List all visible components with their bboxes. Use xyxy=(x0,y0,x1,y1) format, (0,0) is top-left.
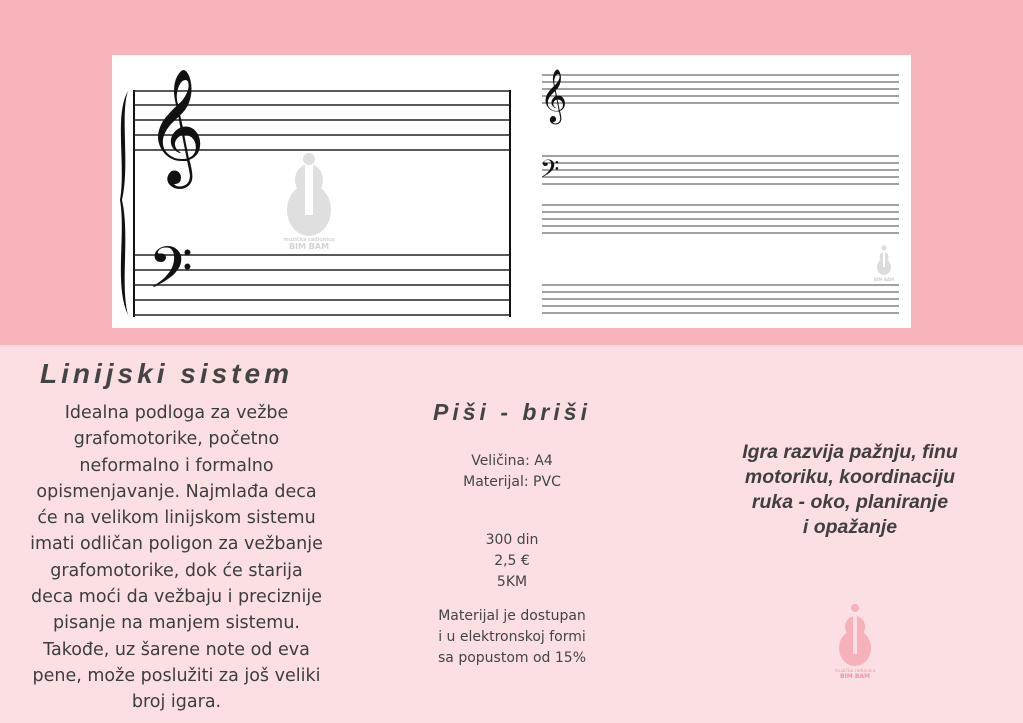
product-title: Piši - briši xyxy=(433,399,591,425)
spec-material: Materijal: PVC xyxy=(463,474,561,490)
availability-note xyxy=(412,606,612,669)
description-line: Idealna podloga za vežbe xyxy=(64,403,289,423)
price-km: 5KM xyxy=(496,574,528,590)
note-line: Materijal je dostupan xyxy=(438,608,586,624)
benefit-line: ruka - oko, planiranje xyxy=(751,491,949,513)
description-line: pisanje na manjem sistemu. xyxy=(53,613,300,634)
description-line: pene, može poslužiti za još veliki xyxy=(32,665,321,686)
svg-text:BIM BAM: BIM BAM xyxy=(873,277,895,282)
spec-size: Veličina: A4 xyxy=(471,453,553,469)
svg-text:BIM BAM: BIM BAM xyxy=(288,242,330,251)
small-staves xyxy=(542,75,899,313)
svg-text:muzička radionica: muzička radionica xyxy=(283,237,335,243)
watermark-logo xyxy=(284,153,335,251)
description-line: neformalno i formalno xyxy=(79,455,274,476)
price-list xyxy=(412,530,612,593)
price-din: 300 din xyxy=(485,532,539,548)
small-bass-clef: 𝄢 xyxy=(540,155,560,190)
brace-icon xyxy=(120,91,128,315)
staff-sheet-image xyxy=(112,55,911,328)
small-watermark-logo xyxy=(874,246,894,283)
product-specs xyxy=(412,451,612,493)
note-line: i u elektronskoj formi xyxy=(438,629,586,645)
description-line: grafomotorike, dok će starija xyxy=(50,560,303,581)
description-line: Takođe, uz šarene note od eva xyxy=(43,639,310,660)
note-line: sa popustom od 15% xyxy=(438,650,586,666)
benefits-text xyxy=(690,440,1010,540)
large-treble-clef: 𝄞 xyxy=(146,67,206,184)
description-line: broj igara. xyxy=(131,692,222,713)
description-line: deca moći da vežbaju i preciznije xyxy=(31,587,322,608)
svg-text:BIM BAM: BIM BAM xyxy=(839,673,871,680)
benefit-line: motoriku, koordinaciju xyxy=(744,466,956,488)
large-bass-clef: 𝄢 xyxy=(148,234,194,316)
benefit-line: Igra razvija pažnju, finu xyxy=(742,441,958,463)
description-text xyxy=(10,400,343,716)
description-line: će na velikom linijskom sistemu xyxy=(37,508,316,529)
section-title-linijski-sistem: Linijski sistem xyxy=(40,358,293,389)
description-line: grafomotorike, početno xyxy=(73,429,280,450)
small-treble-clef: 𝄞 xyxy=(540,68,568,122)
price-eur: 2,5 € xyxy=(494,553,530,569)
benefit-line: i opažanje xyxy=(802,516,898,538)
staff-sheet-drawing xyxy=(112,55,911,328)
description-line: imati odličan poligon za vežbanje xyxy=(30,534,323,555)
description-line: opismenjavanje. Najmlađa deca xyxy=(36,481,317,502)
bim-bam-logo xyxy=(825,600,885,680)
svg-text:muzička radionica: muzička radionica xyxy=(834,669,876,674)
